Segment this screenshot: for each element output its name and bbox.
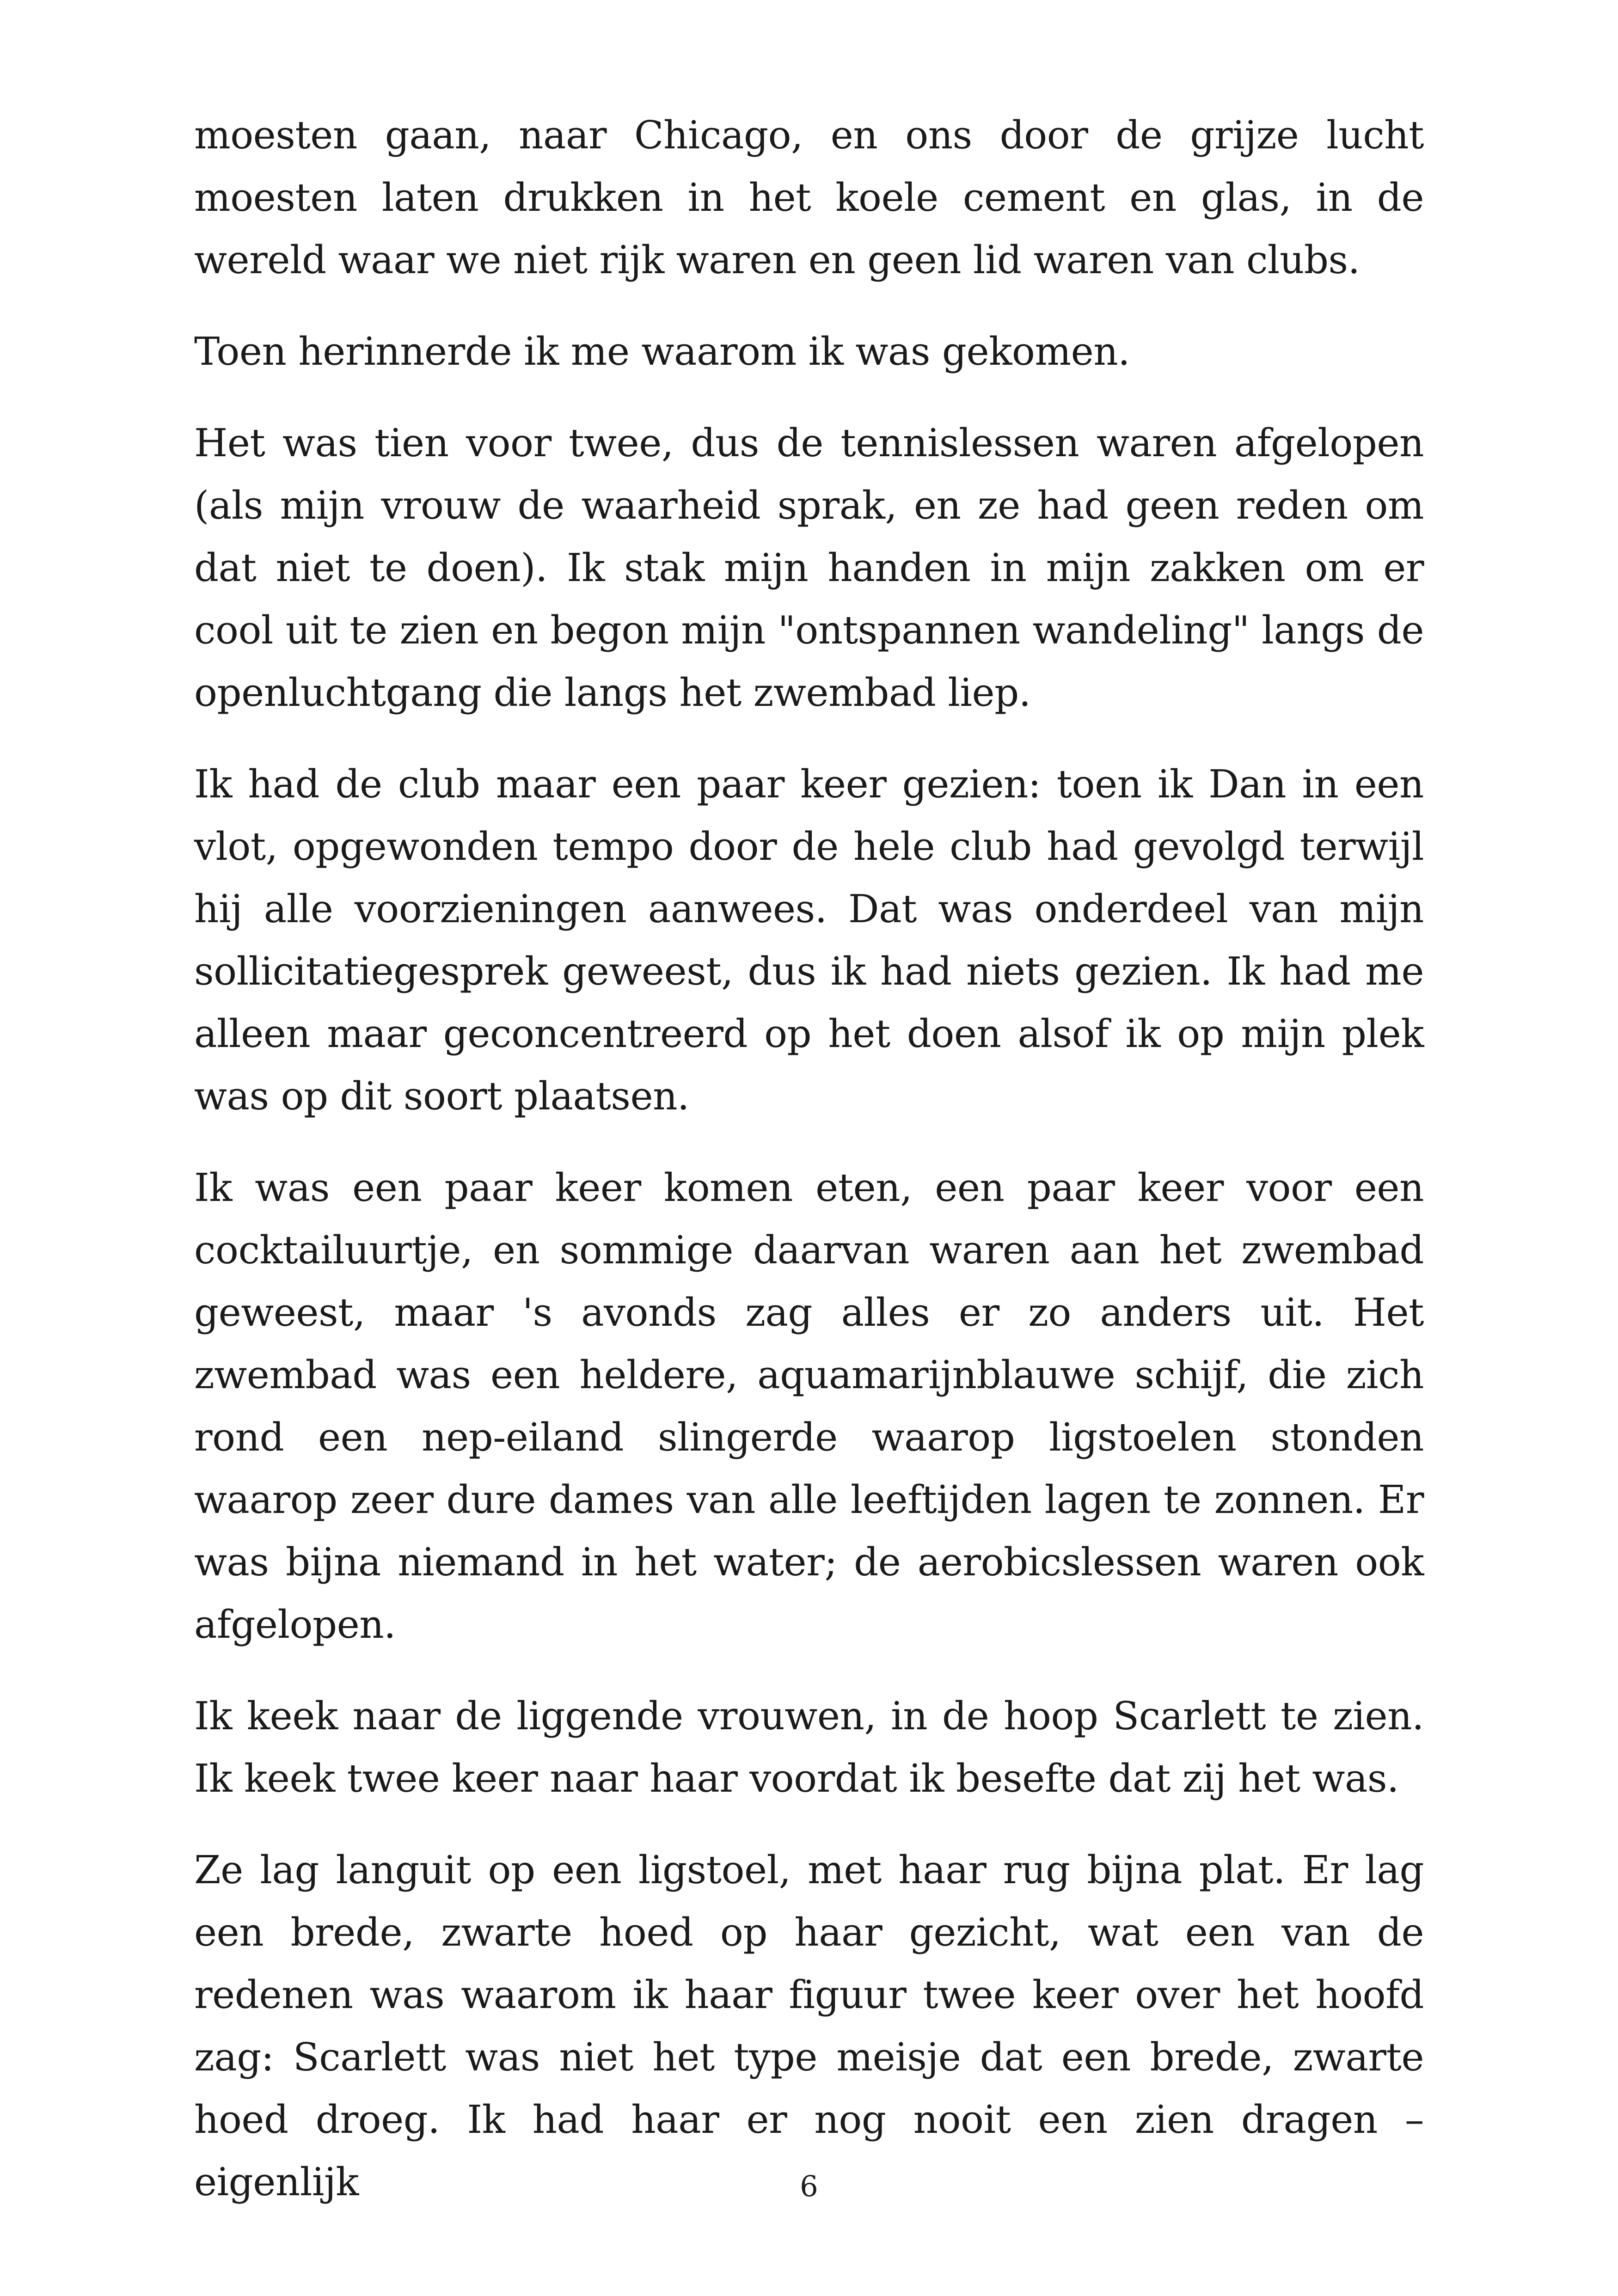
paragraph-1: moesten gaan, naar Chicago, en ons door de grijze lucht moesten laten drukken in het koele cement en glas, in de wereld waar we niet rijk waren en geen lid waren van clubs.	[194, 113, 1424, 282]
paragraph-7: Ze lag languit op een ligstoel, met haar rug bijna plat. Er lag een brede, zwarte hoed op haar gezicht, wat een van de redenen was waarom ik haar figuur twee keer over het hoofd zag: Scarlett was niet het type meisje dat een brede, zwarte hoed droeg. Ik had haar er nog nooit een zien dragen – eigenlijk	[194, 1848, 1424, 2204]
body-text	[194, 104, 1424, 2213]
paragraph-2: Toen herinnerde ik me waarom ik was gekomen.	[194, 329, 1130, 374]
paragraph-4: Ik had de club maar een paar keer gezien: toen ik Dan in een vlot, opgewonden tempo door de hele club had gevolgd terwijl hij alle voorzieningen aanwees. Dat was onderdeel van mijn sollicitatiegesprek geweest, dus ik had niets gezien. Ik had me alleen maar geconcentreerd op het doen alsof ik op mijn plek was op dit soort plaatsen.	[194, 762, 1424, 1119]
paragraph-3: Het was tien voor twee, dus de tennislessen waren afgelopen (als mijn vrouw de waarheid sprak, en ze had geen reden om dat niet te doen). Ik stak mijn handen in mijn zakken om er cool uit te zien en begon mijn "ontspannen wandeling" langs de openluchtgang die langs het zwembad liep.	[194, 421, 1424, 715]
page-number: 6	[800, 2169, 818, 2203]
paragraph-5: Ik was een paar keer komen eten, een paar keer voor een cocktailuurtje, en sommige daarvan waren aan het zwembad geweest, maar 's avonds zag alles er zo anders uit. Het zwembad was een heldere, aquamarijnblauwe schijf, die zich rond een nep-eiland slingerde waarop ligstoelen stonden waarop zeer dure dames van alle leeftijden lagen te zonnen. Er was bijna niemand in het water; de aerobicslessen waren ook afgelopen.	[194, 1165, 1424, 1647]
paragraph-6: Ik keek naar de liggende vrouwen, in de hoop Scarlett te zien. Ik keek twee keer naar haar voordat ik besefte dat zij het was.	[194, 1694, 1424, 1801]
